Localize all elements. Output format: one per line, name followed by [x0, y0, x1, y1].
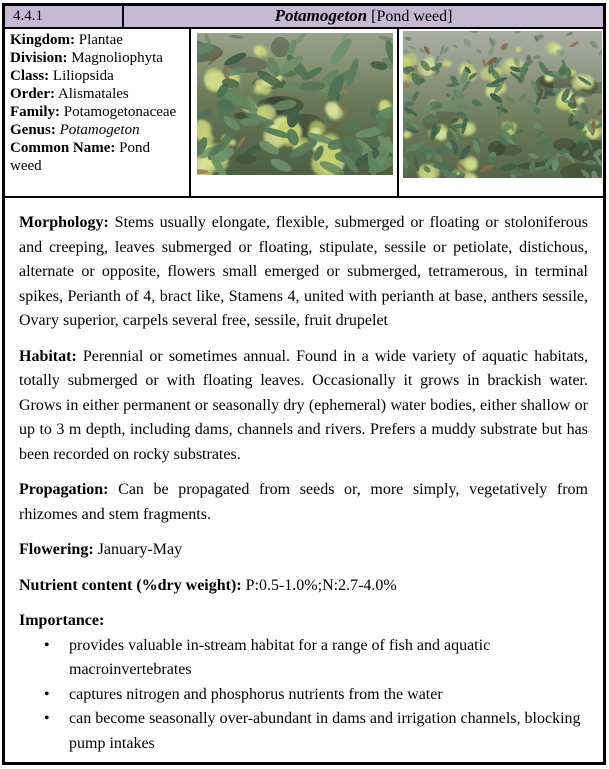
taxonomy-label: Kingdom: [10, 32, 76, 48]
taxonomy-row-class [10, 67, 185, 85]
importance-heading [19, 609, 588, 634]
title-common-name: [Pond weed] [367, 8, 453, 25]
taxonomy-and-photos-row [5, 29, 603, 198]
factsheet-table [2, 3, 606, 765]
taxonomy-value: Potamogetonaceae [63, 104, 177, 120]
section-number [5, 6, 124, 27]
propagation-text: Can be propagated from seeds or, more simply, vegetatively from rhizomes and stem fragments. [19, 481, 589, 523]
photo-cell-right [399, 29, 603, 196]
title-row [5, 6, 603, 29]
importance-bullet: • provides valuable in-stream habitat for a range of fish and aquatic macroinvertebrates [69, 634, 588, 683]
nutrient-text: P:0.5-1.0%;N:2.7-4.0% [245, 576, 397, 594]
section-number-text: 4.4.1 [13, 8, 43, 24]
title-genus: Potamogeton [274, 6, 368, 25]
nutrient-label: Nutrient content (%dry weight): [19, 576, 242, 594]
taxonomy-value: Plantae [78, 32, 123, 48]
taxonomy-value: Liliopsida [52, 68, 114, 84]
habitat-text: Perennial or sometimes annual. Found in a wide variety of aquatic habitats, totally submerged or with floating leaves. Occasionally it grows in brackish water. Grows in either permanent or seasonally dry (ephemeral) water bodies, either shallow or up to 3 m depth, including dams, channels and rivers. Prefers a muddy substrate but has been recorded on rocky substrates. [19, 347, 588, 463]
importance-bullet: • captures nitrogen and phosphorus nutrients from the water [69, 683, 588, 708]
taxonomy-label: Genus: [10, 122, 56, 138]
nutrient-paragraph [19, 574, 588, 599]
flowering-text: January-May [97, 541, 183, 558]
importance-label: Importance: [19, 612, 105, 629]
taxonomy-label: Family: [10, 104, 60, 120]
morphology-label: Morphology: [19, 214, 109, 231]
taxonomy-label: Common Name: [10, 140, 116, 156]
taxonomy-label: Division: [10, 50, 68, 66]
propagation-paragraph [19, 478, 588, 527]
description-panel [5, 198, 603, 762]
taxonomy-row-kingdom [10, 31, 185, 49]
taxonomy-value: Magnoliophyta [71, 50, 163, 66]
taxonomy-label: Class: [10, 68, 50, 84]
flowering-paragraph [19, 538, 588, 563]
taxonomy-value: Alismatales [57, 86, 129, 102]
pondweed-photo-wide [403, 31, 602, 178]
habitat-paragraph [19, 345, 588, 468]
habitat-label: Habitat: [19, 347, 77, 365]
taxonomy-row-order [10, 85, 185, 103]
taxonomy-value: Pond weed [10, 140, 150, 174]
pondweed-photo-closeup [197, 33, 393, 175]
taxonomy-row-genus [10, 121, 185, 139]
taxonomy-row-common-name [10, 139, 185, 175]
taxonomy-row-division [10, 49, 185, 67]
taxonomy-row-family [10, 103, 185, 121]
morphology-paragraph [19, 211, 588, 334]
taxonomy-panel [5, 29, 191, 196]
flowering-label: Flowering: [19, 541, 94, 558]
photo-cell-left [191, 29, 399, 196]
morphology-text: Stems usually elongate, flexible, submerged or floating or stoloniferous and creeping, leaves submerged or floating, stipulate, sessile or petiolate, distichous, alternate or opposite, flowers small emerged or submerged, tetramerous, in terminal spikes, Perianth of 4, bract like, Stamens 4, united with perianth at base, anthers sessile, Ovary superior, carpels several free, sessile, fruit drupelet [19, 214, 589, 329]
taxonomy-value: Potamogeton [59, 122, 140, 138]
taxonomy-label: Order: [10, 86, 55, 102]
page-title [124, 6, 603, 27]
propagation-label: Propagation: [19, 481, 109, 498]
importance-list [19, 634, 588, 757]
importance-bullet: • can become seasonally over-abundant in dams and irrigation channels, blocking pump intakes [69, 707, 588, 756]
